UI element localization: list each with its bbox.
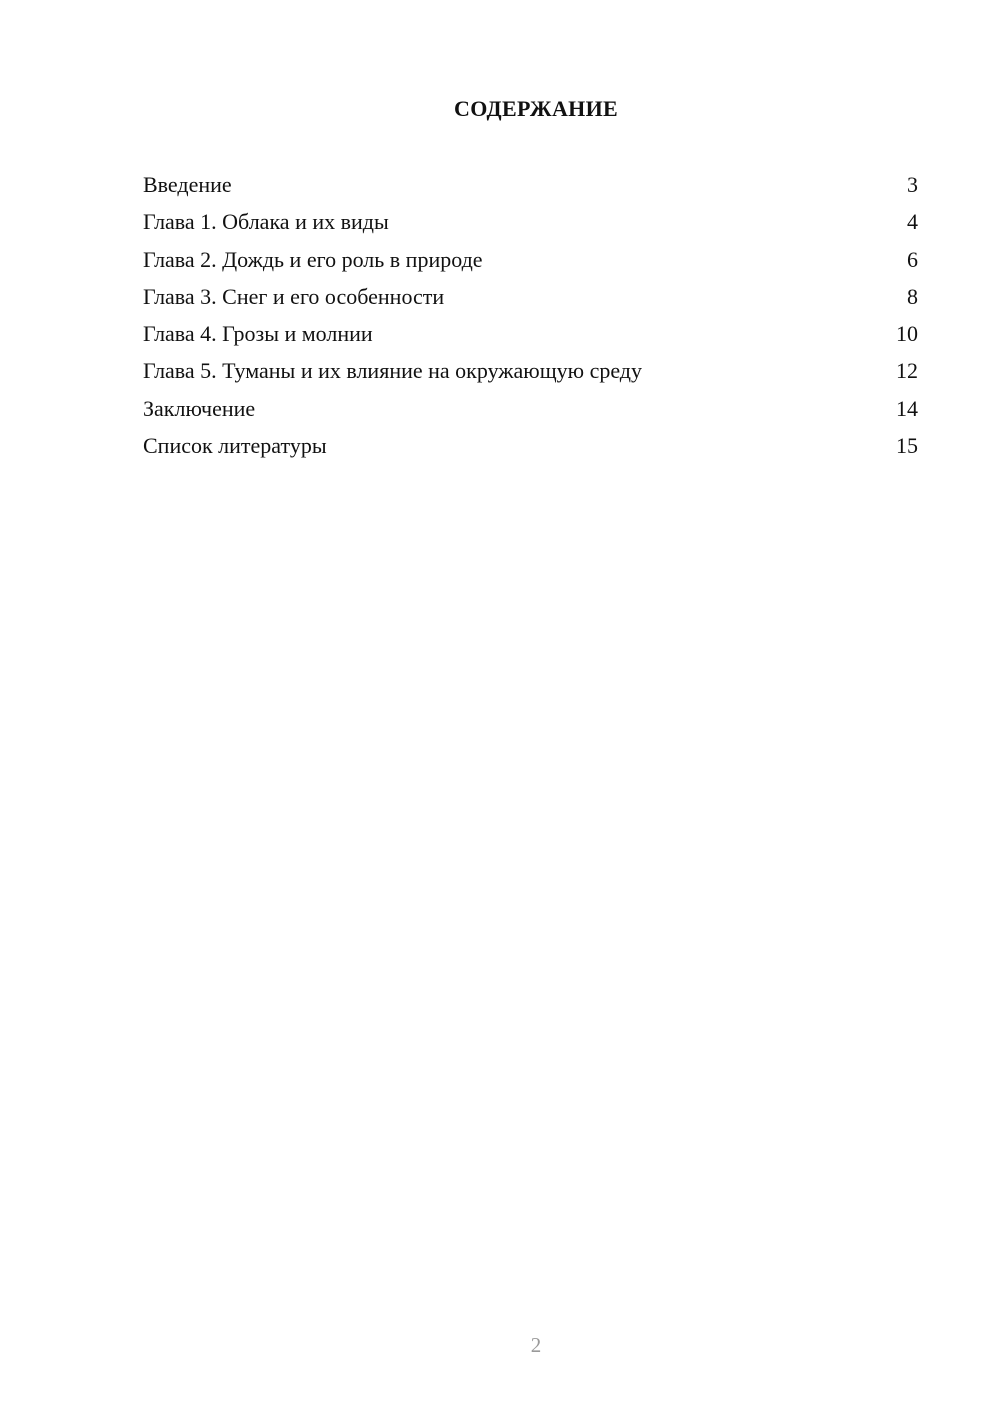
toc-entry-introduction xyxy=(143,170,918,207)
page-title: СОДЕРЖАНИЕ xyxy=(454,96,618,121)
toc-entry-page: 4 xyxy=(907,209,918,235)
toc-entry-label: Глава 4. Грозы и молнии xyxy=(143,321,373,347)
toc-entry-page: 12 xyxy=(896,358,918,384)
toc-entry-page: 15 xyxy=(896,433,918,459)
page-number: 2 xyxy=(530,1333,542,1357)
toc-entry-label: Глава 5. Туманы и их влияние на окружающую среду xyxy=(143,358,642,384)
toc-entry-chapter-4 xyxy=(143,319,918,356)
table-of-contents xyxy=(143,170,918,468)
toc-entry-page: 6 xyxy=(907,246,918,272)
toc-entry-page: 3 xyxy=(907,172,918,197)
toc-entry-label: Глава 1. Облака и их виды xyxy=(143,209,389,235)
toc-entry-label: Глава 2. Дождь и его роль в природе xyxy=(143,246,483,272)
toc-entry-chapter-3 xyxy=(143,282,918,319)
toc-entry-label: Заключение xyxy=(143,395,256,421)
toc-entry-chapter-5 xyxy=(143,356,918,393)
toc-entry-page: 10 xyxy=(896,321,918,347)
toc-entry-label: Глава 3. Снег и его особенности xyxy=(143,283,445,309)
toc-entry-chapter-1 xyxy=(143,207,918,244)
toc-entry-label: Введение xyxy=(143,172,232,197)
toc-entry-page: 8 xyxy=(907,283,918,309)
toc-entry-references xyxy=(143,431,918,468)
toc-entry-page: 14 xyxy=(896,395,918,421)
toc-entry-label: Список литературы xyxy=(143,433,327,459)
toc-entry-conclusion xyxy=(143,394,918,431)
toc-entry-chapter-2 xyxy=(143,245,918,282)
